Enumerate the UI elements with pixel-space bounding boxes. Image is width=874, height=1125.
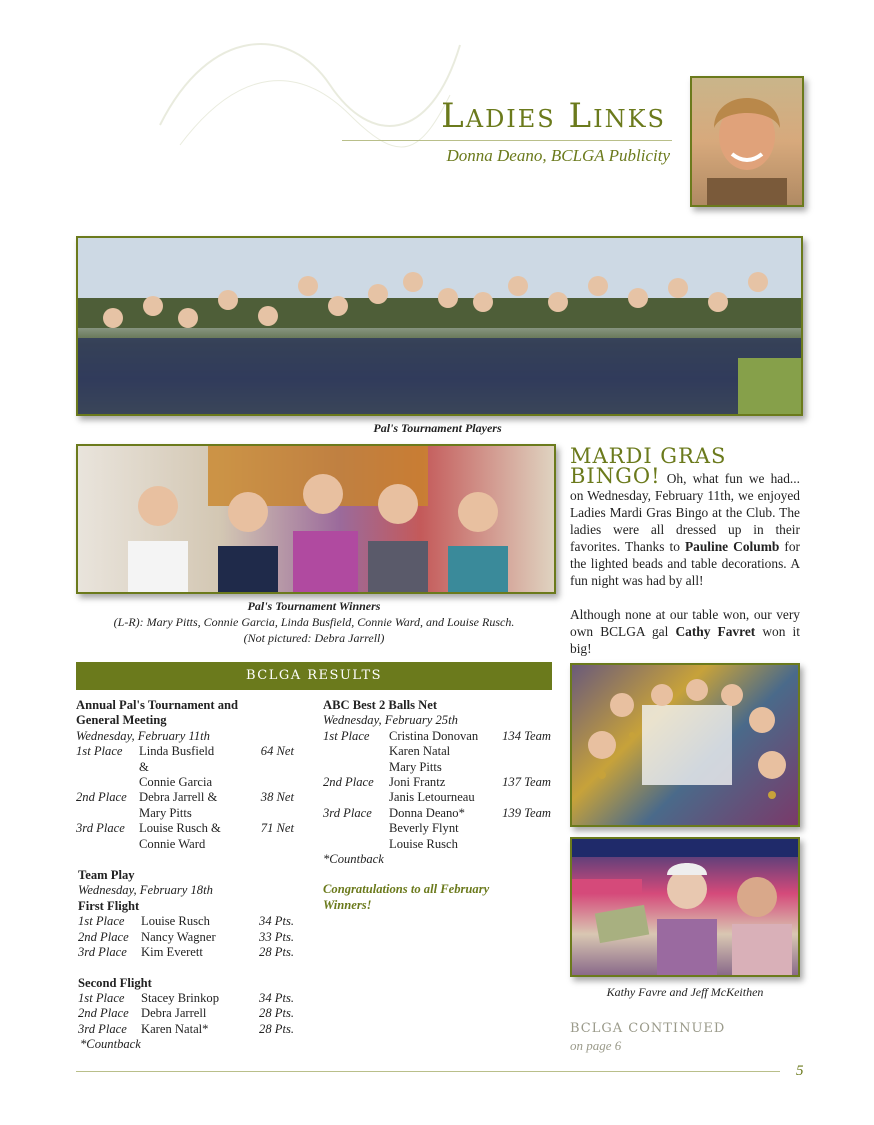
team-play-date: Wednesday, February 18th bbox=[78, 883, 213, 898]
result-row bbox=[76, 914, 294, 929]
winners-photo-illustration bbox=[78, 446, 554, 592]
result-row bbox=[323, 729, 551, 744]
first-flight-title: First Flight bbox=[78, 898, 140, 913]
place-label: 1st Place bbox=[323, 728, 370, 743]
score: 33 Pts. bbox=[259, 929, 294, 944]
place-label: 3rd Place bbox=[323, 805, 372, 820]
player-name: Karen Natal* bbox=[141, 1021, 209, 1036]
result-row bbox=[76, 775, 294, 790]
congratulations-note: Congratulations to all February bbox=[323, 882, 490, 897]
mardi-gras-article bbox=[570, 444, 800, 657]
player-name: Mary Pitts bbox=[139, 805, 192, 820]
result-row bbox=[323, 744, 551, 759]
paragraph-text: Although none at our table won, our very own BCLGA gal bbox=[570, 607, 800, 639]
player-name: Debra Jarrell bbox=[141, 1006, 207, 1021]
mardi-gras-paragraph-1 bbox=[570, 464, 800, 589]
player-name: Kim Everett bbox=[141, 945, 203, 960]
page-number: 5 bbox=[796, 1063, 804, 1079]
continued-label: BCLGA CONTINUED bbox=[570, 1021, 726, 1036]
result-row bbox=[323, 837, 551, 852]
place-label: 1st Place bbox=[76, 744, 123, 759]
player-name: Karen Natal bbox=[389, 744, 451, 759]
place-label: 3rd Place bbox=[78, 1021, 127, 1036]
mardi-gras-bingo-photo bbox=[570, 663, 800, 827]
money-photo-caption: Kathy Favre and Jeff McKeithen bbox=[606, 985, 764, 999]
score: 139 Team bbox=[502, 805, 551, 820]
score: 28 Pts. bbox=[259, 1006, 294, 1021]
player-name: Nancy Wagner bbox=[141, 929, 216, 944]
countback-note: *Countback bbox=[80, 1037, 141, 1052]
player-name: Connie Ward bbox=[139, 836, 206, 851]
result-row bbox=[76, 821, 294, 836]
score: 38 Net bbox=[260, 790, 294, 805]
place-label: 2nd Place bbox=[78, 1006, 129, 1021]
result-row bbox=[76, 991, 294, 1006]
event-title: Annual Pal's Tournament and bbox=[76, 698, 239, 712]
result-row bbox=[323, 775, 551, 790]
person-name: Pauline Columb bbox=[684, 539, 780, 554]
result-row bbox=[76, 790, 294, 805]
mardi-gras-heading: MARDI GRAS bbox=[570, 444, 727, 468]
player-name: Linda Busfield & bbox=[139, 744, 215, 774]
player-name: Janis Letourneau bbox=[389, 790, 475, 805]
player-name: Joni Frantz bbox=[389, 775, 446, 790]
mardi-gras-heading-bingo: BINGO! bbox=[570, 464, 661, 488]
page-title: Ladies Links bbox=[441, 96, 666, 136]
tournament-winners-photo bbox=[76, 444, 556, 594]
team-play-title: Team Play bbox=[78, 868, 135, 883]
player-name: Louise Rusch bbox=[141, 914, 210, 929]
paragraph-text: for the lighted beads and table decorations. A fun night was had by all! bbox=[570, 539, 800, 588]
group-photo-caption: Pal's Tournament Players bbox=[373, 421, 502, 435]
place-label: 1st Place bbox=[78, 990, 125, 1005]
winners-caption-title: Pal's Tournament Winners bbox=[247, 599, 381, 613]
result-row bbox=[76, 806, 294, 821]
place-label: 2nd Place bbox=[78, 929, 129, 944]
score: 134 Team bbox=[502, 728, 551, 743]
result-row bbox=[76, 1022, 294, 1037]
paragraph-text: won it big! bbox=[570, 624, 800, 656]
place-label: 2nd Place bbox=[76, 790, 127, 805]
player-name: Beverly Flynt bbox=[389, 821, 459, 836]
result-row bbox=[323, 806, 551, 821]
author-portrait-photo bbox=[690, 76, 804, 207]
player-name: Debra Jarrell & bbox=[139, 790, 218, 805]
place-label: 3rd Place bbox=[76, 821, 125, 836]
winners-caption-names: (L-R): Mary Pitts, Connie Garcia, Linda Busfield, Connie Ward, and Louise Rusch. bbox=[113, 615, 515, 629]
results-section-header: BCLGA RESULTS bbox=[76, 662, 552, 690]
continued-page-link[interactable]: on page 6 bbox=[570, 1038, 622, 1053]
mardi-gras-paragraph-2 bbox=[570, 606, 800, 657]
player-name: Donna Deano* bbox=[389, 805, 465, 820]
player-name: Stacey Brinkop bbox=[141, 990, 219, 1005]
portrait-face-icon bbox=[692, 78, 802, 205]
results-right-column bbox=[323, 698, 551, 913]
person-name: Cathy Favret bbox=[675, 624, 756, 639]
score: 34 Pts. bbox=[259, 990, 294, 1005]
player-name: Cristina Donovan bbox=[389, 728, 479, 743]
score: 71 Net bbox=[260, 821, 294, 836]
result-row bbox=[76, 930, 294, 945]
score: 28 Pts. bbox=[259, 1021, 294, 1036]
bingo-winner-photo bbox=[570, 837, 800, 977]
bingo-photo-illustration bbox=[572, 665, 798, 825]
score: 34 Pts. bbox=[259, 914, 294, 929]
background-swirl bbox=[150, 5, 470, 165]
result-row bbox=[76, 1006, 294, 1021]
title-divider bbox=[342, 140, 672, 141]
player-name: Connie Garcia bbox=[139, 775, 213, 790]
place-label: 2nd Place bbox=[323, 775, 374, 790]
result-row bbox=[76, 744, 294, 775]
second-flight-title: Second Flight bbox=[78, 975, 152, 990]
result-row bbox=[323, 790, 551, 805]
result-row bbox=[76, 837, 294, 852]
result-row bbox=[323, 760, 551, 775]
congratulations-note: Winners! bbox=[323, 897, 372, 912]
winners-caption-note: (Not pictured: Debra Jarrell) bbox=[243, 631, 385, 645]
event-title: General Meeting bbox=[76, 713, 167, 728]
byline: Donna Deano, BCLGA Publicity bbox=[446, 146, 670, 165]
score: 28 Pts. bbox=[259, 945, 294, 960]
result-row bbox=[323, 821, 551, 836]
event-title: ABC Best 2 Balls Net bbox=[323, 698, 438, 712]
results-left-column bbox=[76, 698, 294, 1053]
money-photo-illustration bbox=[572, 839, 798, 975]
player-name: Louise Rusch & bbox=[139, 821, 221, 836]
paragraph-text: Oh, what fun we had... on Wednesday, February 11th, we enjoyed Ladies Mardi Gras Bingo at the Club. The ladies were all dressed up in their favorites. Thanks to bbox=[570, 471, 800, 554]
event-date: Wednesday, February 11th bbox=[76, 728, 210, 743]
result-row bbox=[76, 945, 294, 960]
tournament-players-photo bbox=[76, 236, 803, 416]
footer-divider bbox=[76, 1071, 780, 1072]
countback-note: *Countback bbox=[323, 852, 384, 867]
event-date: Wednesday, February 25th bbox=[323, 713, 458, 728]
player-name: Mary Pitts bbox=[389, 759, 442, 774]
score: 64 Net bbox=[260, 744, 294, 759]
place-label: 1st Place bbox=[78, 914, 125, 929]
group-photo-illustration bbox=[78, 238, 801, 414]
player-name: Louise Rusch bbox=[389, 836, 458, 851]
score: 137 Team bbox=[502, 775, 551, 790]
place-label: 3rd Place bbox=[78, 945, 127, 960]
